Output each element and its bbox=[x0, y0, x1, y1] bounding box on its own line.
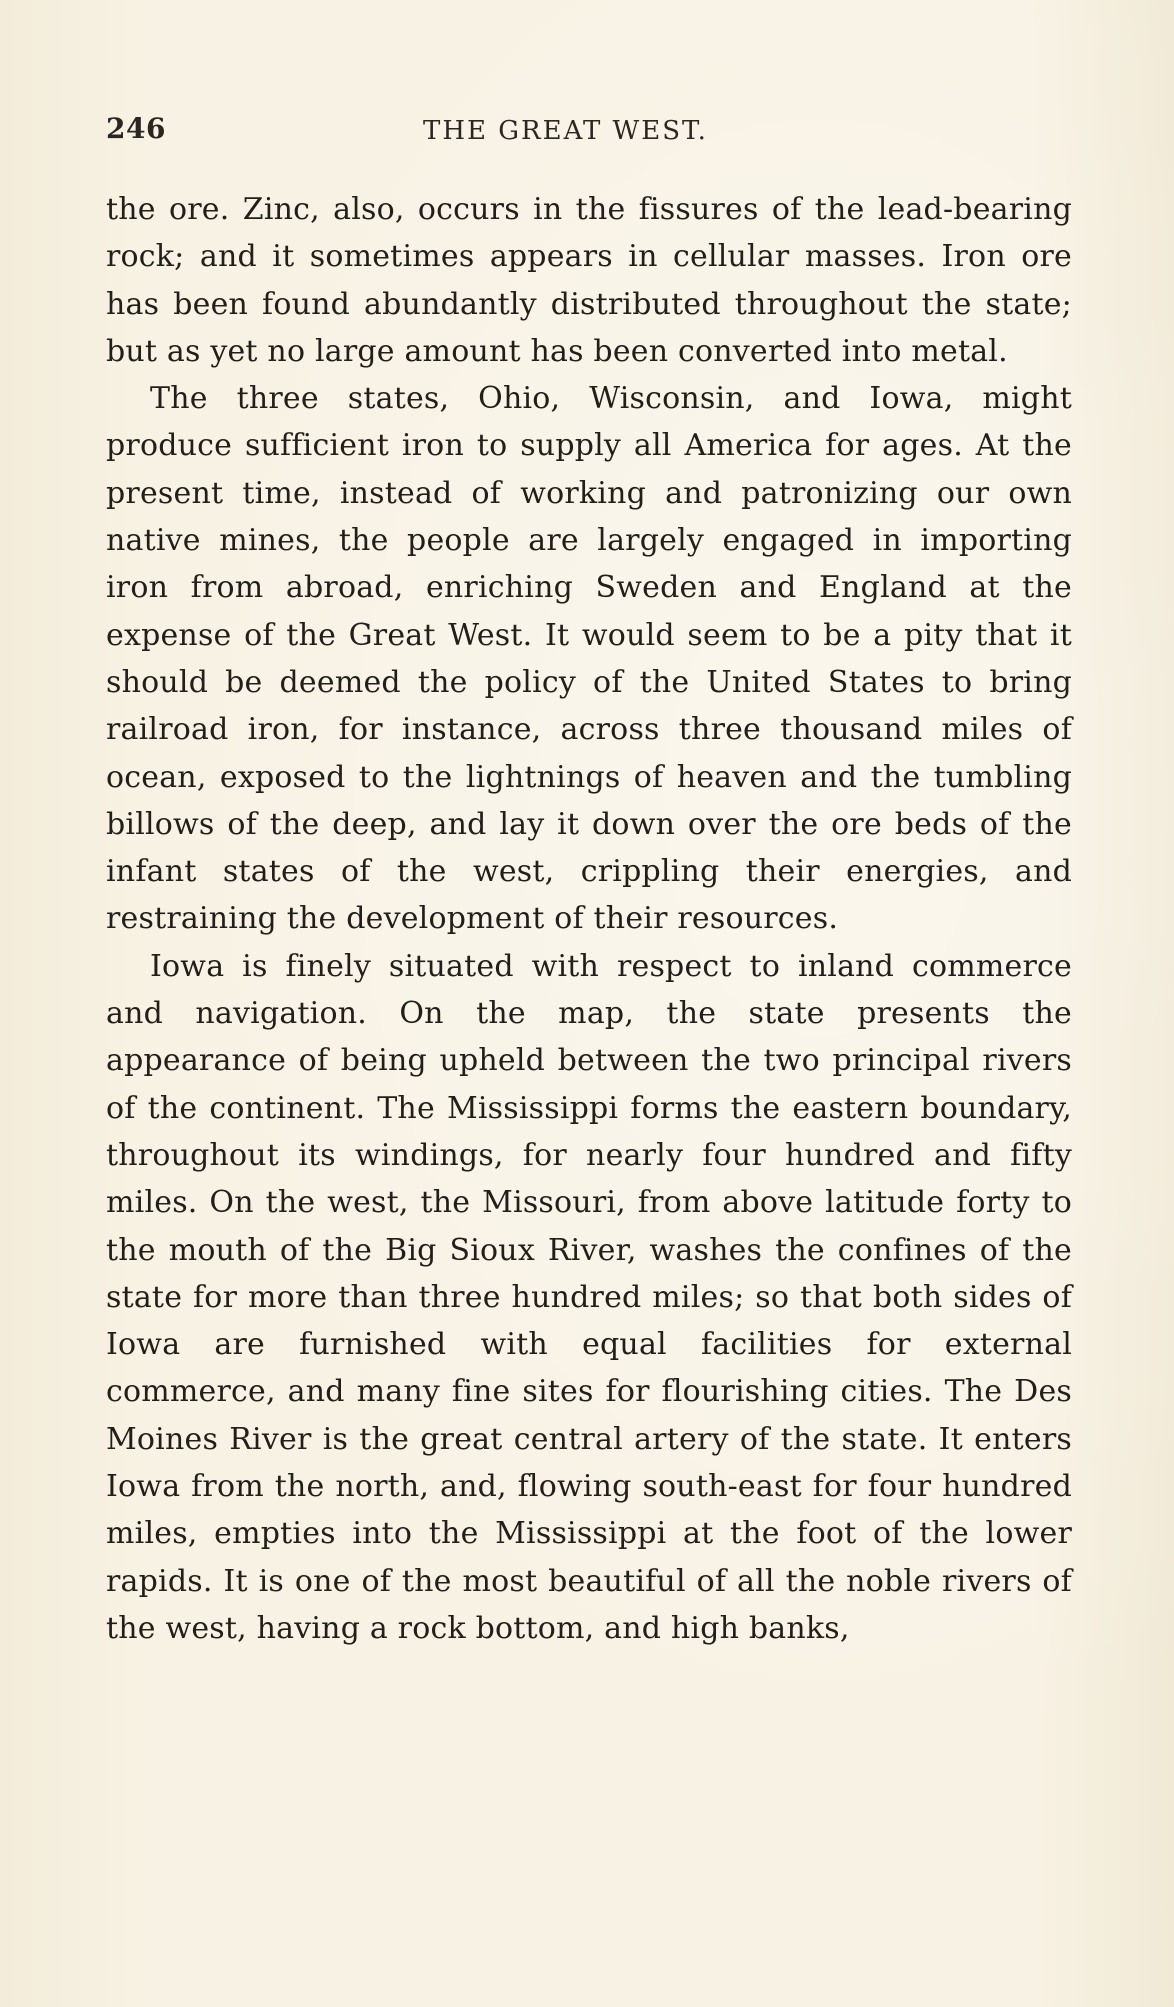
paragraph-2: The three states, Ohio, Wisconsin, and Iowa, might produce sufficient iron to supply all America for ages. At the present time, instead of working and patronizing our own native mines, the people are largely engaged in importing iron from abroad, enriching Sweden and England at the expense of the Great West. It would seem to be a pity that it should be deemed the policy of the United States to bring railroad iron, for instance, across three thousand miles of ocean, exposed to the lightnings of heaven and the tumbling billows of the deep, and lay it down over the ore beds of the infant states of the west, crippling their energies, and restraining the development of their resources. bbox=[106, 381, 1072, 937]
body-text bbox=[106, 186, 1072, 1652]
running-head: THE GREAT WEST. bbox=[423, 116, 708, 146]
paragraph-3: Iowa is finely situated with respect to inland commerce and navigation. On the map, the state presents the appearance of being upheld between the two principal rivers of the continent. The Mississippi forms the eastern boundary, throughout its windings, for nearly four hundred and fifty miles. On the west, the Missouri, from above latitude forty to the mouth of the Big Sioux River, washes the confines of the state for more than three hundred miles; so that both sides of Iowa are furnished with equal facilities for external commerce, and many fine sites for flourishing cities. The Des Moines River is the great central artery of the state. It enters Iowa from the north, and, flowing south-east for four hundred miles, empties into the Mississippi at the foot of the lower rapids. It is one of the most beautiful of all the noble rivers of the west, having a rock bottom, and high banks, bbox=[106, 948, 1072, 1646]
page-number: 246 bbox=[106, 112, 166, 145]
page-header bbox=[106, 112, 1066, 152]
paragraph-1: the ore. Zinc, also, occurs in the fissures of the lead-bearing rock; and it sometimes appears in cellular masses. Iron ore has been found abundantly distributed throughout the state; but as yet no large amount has been converted into metal. bbox=[106, 192, 1072, 369]
